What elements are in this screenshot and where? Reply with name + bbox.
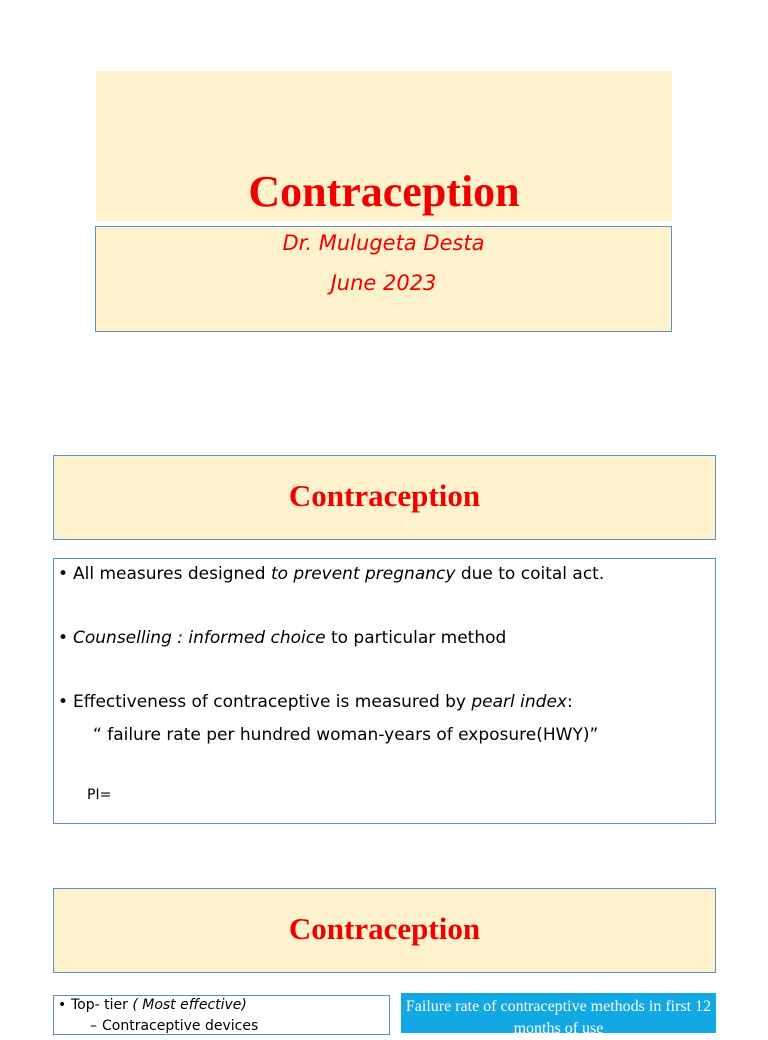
bullet-text: Contraceptive devices xyxy=(102,1018,259,1034)
slide2-pearl-index-definition: “ failure rate per hundred woman-years of exposure(HWY)” xyxy=(93,725,599,745)
bullet-dot-icon: • xyxy=(58,628,69,648)
bullet-emphasis: ( Most effective) xyxy=(132,997,247,1013)
slide2-bullet-3 xyxy=(58,692,573,712)
slide1-title: Contraception xyxy=(248,167,520,216)
bullet-text: : xyxy=(566,692,573,712)
slide2-body-panel xyxy=(53,558,716,824)
bullet-emphasis: pearl index xyxy=(471,692,567,712)
slide3-sub-bullet xyxy=(90,1018,258,1034)
slide2-bullet-1 xyxy=(58,564,604,584)
slide3-failure-rate-caption xyxy=(401,996,716,1040)
bullet-emphasis: Counselling : informed choice xyxy=(73,628,326,648)
bullet-text: Top- tier xyxy=(71,997,133,1013)
bullet-dot-icon: • xyxy=(58,692,69,712)
slide1-author: Dr. Mulugeta Desta xyxy=(282,231,485,255)
caption-line-2: months of use xyxy=(513,1020,604,1037)
slide3-title: Contraception xyxy=(288,911,481,946)
bullet-dash-icon: – xyxy=(90,1018,97,1034)
caption-line-1: Failure rate of contraceptive methods in first 12 xyxy=(405,998,712,1015)
bullet-dot-icon: • xyxy=(58,564,69,584)
slide2-bullet-2 xyxy=(58,628,506,648)
bullet-text: Effectiveness of contraceptive is measured by xyxy=(73,692,472,712)
slide1-date: June 2023 xyxy=(330,271,437,295)
bullet-emphasis: to prevent pregnancy xyxy=(270,564,456,584)
bullet-text: due to coital act. xyxy=(455,564,605,584)
slide3-bullet-1 xyxy=(58,997,247,1013)
slide2-title: Contraception xyxy=(288,478,481,513)
bullet-dot-icon: • xyxy=(58,997,67,1013)
bullet-text: to particular method xyxy=(325,628,507,648)
bullet-text: All measures designed xyxy=(73,564,271,584)
slide2-pi-formula-label: PI= xyxy=(87,787,112,803)
